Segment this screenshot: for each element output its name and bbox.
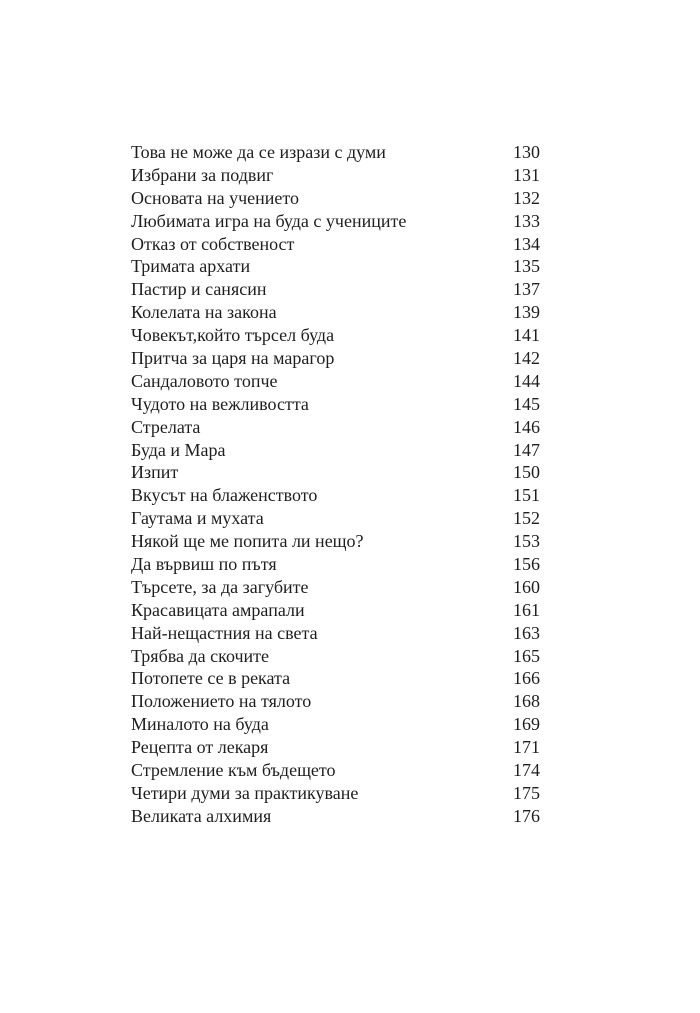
toc-entry-title: Рецепта от лекаря <box>131 737 269 758</box>
toc-entry-title: Отказ от собственост <box>131 233 295 254</box>
toc-entry-title: Вкусът на блаженството <box>131 485 318 506</box>
toc-entry-title: Буда и Мара <box>131 439 226 460</box>
toc-entry-page-number: 131 <box>513 164 540 185</box>
toc-entry-page-number: 153 <box>513 531 540 552</box>
toc-entry-page-number: 130 <box>513 142 540 162</box>
toc-entry-page-number: 144 <box>513 370 540 391</box>
toc-entry-title: Избрани за подвиг <box>131 164 274 185</box>
toc-entry <box>131 416 540 439</box>
toc-entry-page-number: 139 <box>513 302 540 323</box>
toc-entry-page-number: 132 <box>513 187 540 208</box>
toc-entry <box>131 713 540 736</box>
table-of-contents <box>131 141 540 828</box>
toc-entry-title: Да вървиш по пътя <box>131 554 277 575</box>
toc-entry-title: Сандаловото топче <box>131 370 278 391</box>
toc-entry-title: Най-нещастния на света <box>131 622 318 643</box>
toc-entry-title: Любимата игра на буда с учениците <box>131 210 407 231</box>
toc-entry <box>131 736 540 759</box>
toc-entry-title: Трябва да скочите <box>131 645 270 666</box>
toc-entry-page-number: 163 <box>513 622 540 643</box>
toc-entry-page-number: 133 <box>513 210 540 231</box>
toc-entry-title: Великата алхимия <box>131 805 272 826</box>
toc-entry <box>131 301 540 324</box>
toc-entry-page-number: 150 <box>513 462 540 483</box>
toc-entry <box>131 439 540 462</box>
toc-entry-page-number: 175 <box>513 782 540 803</box>
toc-entry-page-number: 151 <box>513 485 540 506</box>
toc-entry <box>131 278 540 301</box>
toc-entry-title: Тримата архати <box>131 256 251 277</box>
toc-entry <box>131 393 540 416</box>
toc-entry <box>131 370 540 393</box>
toc-entry-page-number: 134 <box>513 233 540 254</box>
toc-entry <box>131 255 540 278</box>
toc-entry-title: Миналото на буда <box>131 714 269 735</box>
toc-entry-page-number: 141 <box>513 325 540 346</box>
toc-entry <box>131 645 540 668</box>
toc-entry <box>131 461 540 484</box>
toc-entry-page-number: 168 <box>513 691 540 712</box>
toc-entry-page-number: 160 <box>513 576 540 597</box>
toc-entry-title: Някой ще ме попита ли нещо? <box>131 531 364 552</box>
toc-entry <box>131 667 540 690</box>
toc-entry-page-number: 152 <box>513 508 540 529</box>
toc-entry <box>131 484 540 507</box>
toc-entry-title: Потопете се в реката <box>131 668 291 689</box>
toc-entry-title: Чудото на вежливостта <box>131 393 309 414</box>
toc-entry <box>131 324 540 347</box>
toc-entry-title: Стремление към бъдещето <box>131 760 336 781</box>
toc-entry <box>131 187 540 210</box>
toc-entry <box>131 599 540 622</box>
toc-entry-title: Стрелата <box>131 416 201 437</box>
toc-entry <box>131 164 540 187</box>
toc-entry <box>131 210 540 233</box>
toc-entry <box>131 690 540 713</box>
toc-entry <box>131 233 540 256</box>
toc-entry-title: Гаутама и мухата <box>131 508 264 529</box>
toc-entry-page-number: 171 <box>513 737 540 758</box>
toc-entry-title: Четири думи за практикуване <box>131 782 359 803</box>
toc-entry-title: Колелата на закона <box>131 302 277 323</box>
toc-entry-page-number: 176 <box>513 805 540 826</box>
toc-entry-title: Притча за царя на марагор <box>131 348 335 369</box>
toc-entry <box>131 622 540 645</box>
toc-entry-title: Човекът,който търсел буда <box>131 325 335 346</box>
toc-entry <box>131 576 540 599</box>
toc-entry-title: Основата на учението <box>131 187 300 208</box>
toc-entry <box>131 347 540 370</box>
toc-entry-page-number: 145 <box>513 393 540 414</box>
toc-entry <box>131 759 540 782</box>
toc-entry <box>131 507 540 530</box>
toc-entry-page-number: 165 <box>513 645 540 666</box>
toc-entry-page-number: 137 <box>513 279 540 300</box>
toc-entry-page-number: 156 <box>513 554 540 575</box>
toc-entry-title: Изпит <box>131 462 179 483</box>
toc-entry-page-number: 166 <box>513 668 540 689</box>
toc-entry-page-number: 161 <box>513 599 540 620</box>
toc-entry <box>131 782 540 805</box>
toc-entry-title: Положението на тялото <box>131 691 312 712</box>
toc-entry-page-number: 135 <box>513 256 540 277</box>
toc-entry-page-number: 169 <box>513 714 540 735</box>
toc-entry-title: Това не може да се изрази с думи <box>131 142 386 162</box>
toc-entry-page-number: 147 <box>513 439 540 460</box>
toc-entry-title: Пастир и санясин <box>131 279 267 300</box>
toc-entry <box>131 530 540 553</box>
toc-entry <box>131 553 540 576</box>
toc-entry <box>131 141 540 164</box>
toc-entry-page-number: 174 <box>513 760 540 781</box>
toc-entry-page-number: 142 <box>513 348 540 369</box>
toc-entry-title: Търсете, за да загубите <box>131 576 309 597</box>
toc-entry-page-number: 146 <box>513 416 540 437</box>
toc-entry-title: Красавицата амрапали <box>131 599 305 620</box>
toc-entry <box>131 805 540 828</box>
